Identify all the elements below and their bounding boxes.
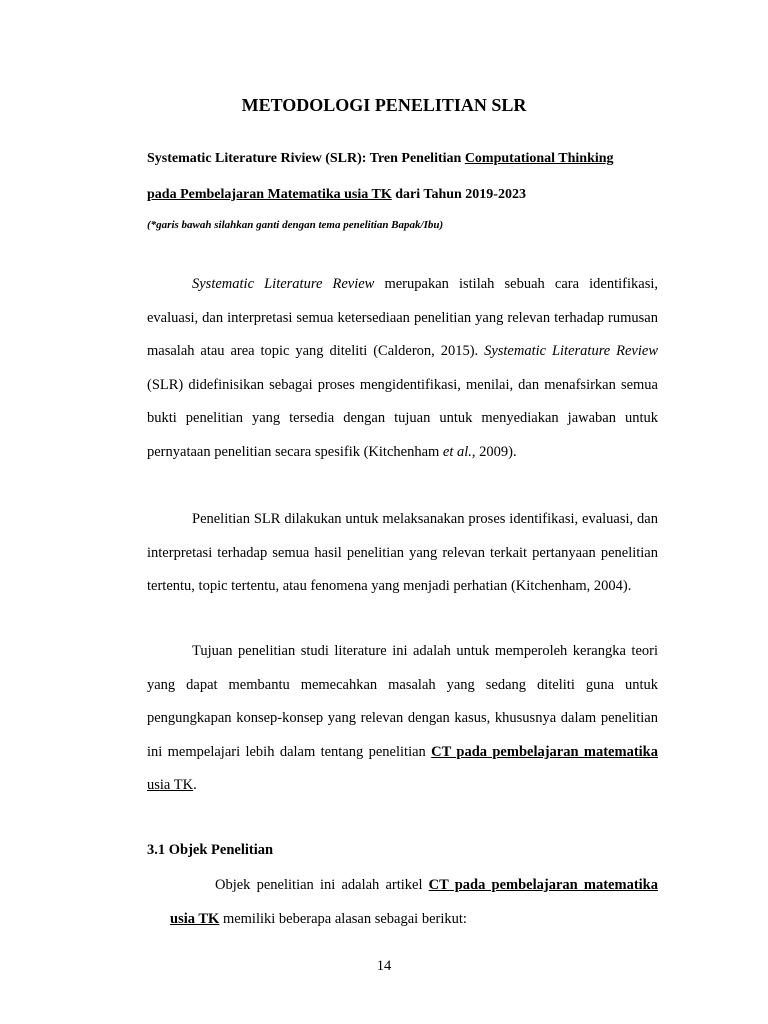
paragraph-3-highlight: CT pada pembelajaran matematika [431,743,658,760]
section-heading: 3.1 Objek Penelitian [147,842,274,858]
paragraph-1 [147,268,658,469]
paragraph-4-highlight: CT pada pembelajaran matematika usia TK [170,877,658,927]
paragraph-4 [170,869,658,936]
paragraph-1-text-1: merupakan istilah sebuah cara identifikasi, evaluasi, dan interpretasi semua ketersediaan penelitian yang relevan terhadap rumusan masalah atau area topic yang diteliti (Calderon, 2015). [147,276,658,359]
paragraph-1-text-2: (SLR) didefinisikan sebagai proses mengidentifikasi, menilai, dan menafsirkan semua bukti penelitian yang tersedia dengan tujuan untuk menyediakan jawaban untuk pernyataan penelitian secara spesifik (Kitchenham [147,376,658,460]
paragraph-4-trail: memiliki beberapa alasan sebagai berikut: [219,910,467,927]
paragraph-3 [147,635,658,803]
slr-term: Systematic Literature Review [192,276,375,292]
paragraph-3-trail: usia TK [147,777,194,793]
paragraph-2 [147,503,658,604]
paragraph-4-text: Objek penelitian ini adalah artikel [215,877,429,893]
paragraph-2-text: Penelitian SLR dilakukan untuk melaksanakan proses identifikasi, evaluasi, dan interpretasi terhadap semua hasil penelitian yang relevan terkait pertanyaan penelitian tertentu, topic tertentu, atau fenomena yang menjadi perhatian (Kitchenham, 2004). [147,511,658,594]
subtitle-trail: dari Tahun 2019-2023 [391,187,526,202]
subtitle [147,141,658,213]
slr-term: Systematic Literature Review [484,343,658,359]
subtitle-topic-line1: Computational Thinking [464,151,614,166]
subtitle-topic-line2: pada Pembelajaran Matematika usia TK [147,187,392,202]
page-number: 14 [376,958,392,974]
paragraph-1-text-3: , 2009). [471,443,517,460]
subtitle-lead: Systematic Literature Riview (SLR): Tren Penelitian [147,151,465,166]
editor-note: (*garis bawah silahkan ganti dengan tema penelitian Bapak/Ibu) [147,219,444,231]
paragraph-3-text: Tujuan penelitian studi literature ini adalah untuk memperoleh kerangka teori yang dapat membantu memecahkan masalah yang sedang diteliti guna untuk pengungkapan konsep-konsep yang relevan dengan kasus, khususnya dalam penelitian ini mempelajari lebih dalam tentang penelitian [147,643,658,760]
et-al: et al. [442,443,472,460]
paragraph-3-end: . [193,777,197,793]
page-title: METODOLOGI PENELITIAN SLR [241,95,527,115]
